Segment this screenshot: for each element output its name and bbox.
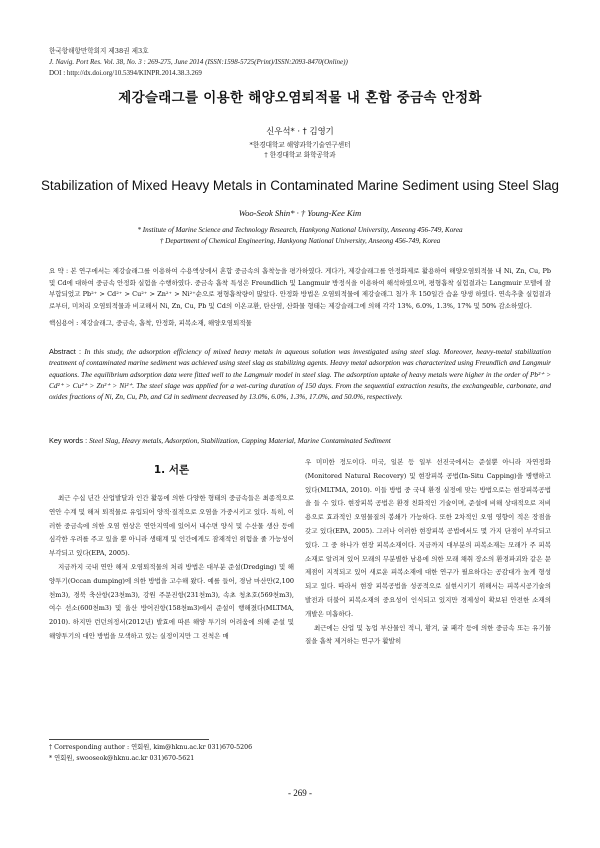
- body-paragraph: 우 미미한 정도이다. 미국, 일본 등 일부 선진국에서는 준설뿐 아니라 자연정화(Monitored Natural Recovery) 및 현장피복 공법(In-Situ Capping)을 병행하고 있다(MLTMA, 2010). 이들 방법 중 국내 환경 실정에 맞는 방법으로는 현장피복공법을 들 수 있다. 현장피복 공법은 환경 친화적인 기술이며, 준설에 비해 상대적으로 저비용으로 효과적인 오염물질의 봉쇄가 가능하다. 또한 2차적인 오염 영향이 적은 장점을 갖고 있다(EPA, 2005). 그러나 이러한 현장피복 공법에서도 몇 가지 단점이 부각되고 있다. 그 중 하나가 현장 피복소재이다. 지금까지 대부분의 피복소재는 모래가 주 피복소재로 알려져 있어 모래의 무분별한 남용에 의한 모래 채취 장소의 환경파괴와 같은 문제점이 지적되고 있어 새로운 피복소재에 대한 연구가 필요하다는 공감대가 높게 형성되고 있다. 따라서 현장 피복공법을 성공적으로 실현시키기 위해서는 피복시공기술의 발전과 더불어 피복소재의 중요성이 인식되고 있지만 경제성이 확보된 안전한 소재의 개발은 미흡하다.: [305, 458, 551, 618]
- abstract-english-label: Abstract :: [49, 347, 85, 356]
- affiliation-english-1: * Institute of Marine Science and Technology Research, Hankyong National University, Anseong 456-749, Korea: [137, 226, 463, 234]
- body-column-right: [305, 456, 551, 649]
- keywords-english-text: Steel Slag, Heavy metals, Adsorption, Stabilization, Capping Material, Marine Contaminated Sediment: [89, 436, 391, 445]
- body-paragraph: 최근에는 산업 및 농업 부산물인 적니, 황겨, 굴 패각 등에 의한 중금속 또는 유기물질을 흡착 제거하는 연구가 활발히: [305, 623, 551, 646]
- section-heading-introduction: 1. 서론: [153, 464, 190, 476]
- keywords-korean-text: 제강슬래그, 중금속, 흡착, 안정화, 피복소재, 해양오염퇴적물: [80, 319, 252, 327]
- abstract-korean-label: 요 약 :: [49, 267, 71, 275]
- footnote-corresponding-author: † Corresponding author : 연회원, kim@hknu.ac.kr 031)670-5206: [49, 744, 253, 751]
- affiliations-english: [0, 225, 600, 246]
- abstract-korean-text: 본 연구에서는 제강슬래그를 이용하여 수용액상에서 혼합 중금속의 흡착능을 평가하였다. 게다가, 제강슬래그를 안정화제로 활용하여 해양오염퇴적물 내 Ni, Zn, Cu, Pb 및 Cd에 대하여 중금속 안정화 실험을 수행하였다. 중금속 흡착 특성은 Freundlich 및 Langmuir 방정식을 이용하여 해석하였으며, 평형흡착 실험결과는 Langmuir 모델에 잘 부합되었고 Pb²⁺ > Cd²⁺ > Cu²⁺ > Zn²⁺ > Ni²⁺순으로 평형흡착량이 많았다. 안정화 방법은 오염퇴적물에 제강슬래그 첨가 후 150일간 습윤 양생 하였다. 연속추출 실험결과로부터, 미처리 오염퇴적물과 비교해서 Ni, Zn, Cu, Pb 및 Cd의 이온교환, 탄산염, 산화물 형태는 제강슬래그에 의해 각각 13%, 6.0%, 1.3%, 17% 및 50% 감소하였다.: [49, 267, 552, 310]
- title-korean: 제강슬래그를 이용한 해양오염퇴적물 내 혼합 중금속 안정화: [118, 90, 482, 106]
- title-english: Stabilization of Mixed Heavy Metals in Contaminated Marine Sediment using Steel Slag: [40, 178, 560, 193]
- authors-korean: 신우석* · † 김영기: [266, 126, 334, 136]
- affiliation-korean-2: † 한경대학교 화학공학과: [264, 151, 336, 159]
- body-column-left: [49, 492, 294, 644]
- keywords-english: [49, 435, 551, 446]
- journal-name-korean: 한국항해항만학회지 제38권 제3호: [49, 47, 149, 55]
- abstract-korean: [49, 266, 551, 312]
- body-paragraph: 최근 수십 년간 산업발달과 인간 활동에 의한 다양한 형태의 중금속들은 최종적으로 연안 수계 및 해저 퇴적물로 유입되어 양적·질적으로 오염을 가중시키고 있다. 특히, 이러한 중금속에 의한 오염 현상은 연안지역에 있어서 내수면 양식 및 수산물 생산 등에 심각한 우려를 주고 있을 뿐 아니라 생태계 및 인간에게도 잠재적인 위험을 줄 가능성이 부각되고 있다(EPA, 2005).: [49, 494, 294, 558]
- footnote-divider: [49, 739, 209, 740]
- affiliation-english-2: † Department of Chemical Engineering, Hankyong National University, Anseong 456-749, Korea: [159, 236, 441, 245]
- affiliations-korean: [0, 140, 600, 160]
- keywords-english-label: Key words :: [49, 436, 90, 445]
- keywords-korean: [49, 318, 551, 329]
- page-number: - 269 -: [288, 788, 312, 798]
- doi-link[interactable]: DOI : http://dx.doi.org/10.5394/KINPR.2014.38.3.269: [49, 69, 202, 77]
- abstract-english-text: In this study, the adsorption efficiency of mixed heavy metals in aqueous solution was investigated using steel slag. Moreover, heavy-metal stabilization treatment of contaminated marine sediment was achieved using steel slag as stabilizing agents. Heavy metal adsorption was characterized using Freundlich and Langmuir equations. The equilibrium adsorption data were fitted well to the Langmuir model in steel slag. The adsorption uptake of heavy metals were higher in the order of Pb²⁺ > Cd²⁺ > Cu²⁺ > Zn²⁺ > Ni²⁺. The steel slage was applied for a wet-curing duration of 150 days. From the sequential extraction results, the exchangeable, carbonate, and oxides fractions of Ni, Zn, Cu, Pb, and Cd in sediment decreased by 13.0%, 6.0%, 1.3%, 17.0%, and 50.0%, respectively.: [49, 347, 551, 402]
- journal-header: [49, 46, 549, 79]
- authors-english: Woo-Seok Shin* · † Young-Kee Kim: [238, 208, 362, 218]
- footnotes: [49, 742, 349, 764]
- affiliation-korean-1: *한경대학교 해양과학기술연구센터: [249, 141, 351, 149]
- journal-citation: J. Navig. Port Res. Vol. 38, No. 3 : 269-275, June 2014 (ISSN:1598-5725(Print)/ISSN:2093-8470(Online)): [49, 58, 348, 66]
- footnote-coauthor: * 연회원, swooseok@hknu.ac.kr 031)670-5621: [49, 755, 195, 762]
- keywords-korean-label: 핵심용어 :: [49, 319, 81, 327]
- abstract-english: [49, 346, 551, 402]
- body-paragraph: 지금까지 국내 연안 해저 오염퇴적물의 처리 방법은 대부분 준설(Dredging) 및 해양투기(Occan dumping)에 의한 방법을 고수해 왔다. 예를 들어, 경남 마산만(2,100천m3), 경북 축산항(23천m3), 강원 주문진항(231천m3), 속초 청초호(569천m3), 여수 선소(600천m3) 및 울산 방어진항(158천m3)에서 준설이 행해졌다(MLTMA, 2010). 하지만 런던의정서(2012년) 발효에 따른 해양 투기의 어려움에 의해 준설 및 해양투기의 대안 방법을 모색하고 있는 실정이지만 그 진척은 매: [49, 562, 294, 640]
